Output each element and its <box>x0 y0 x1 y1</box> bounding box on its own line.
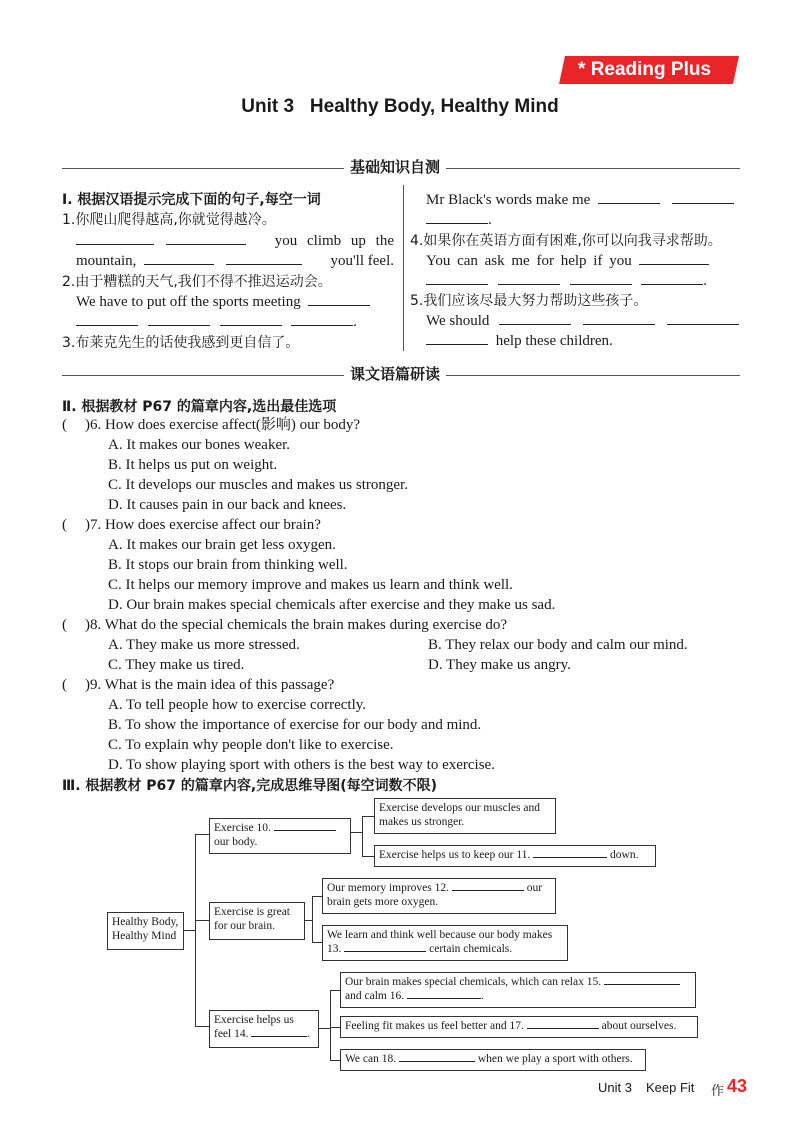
blank[interactable] <box>426 271 488 285</box>
b1-leaf1-a: Exercise develops our muscles and <box>379 802 540 814</box>
q7-option-a: A. It makes our brain get less oxygen. <box>108 537 336 553</box>
mindmap-connector <box>312 942 322 943</box>
q4-text: You can ask me for help if you <box>426 253 632 269</box>
q4-line2: . <box>426 271 707 291</box>
b3-leaf3-a: We can 18. <box>345 1053 397 1065</box>
mindmap-connector <box>330 1027 340 1028</box>
q1-chinese: 1.你爬山爬得越高,你就觉得越冷。 <box>62 212 276 228</box>
mindmap-connector <box>330 1060 340 1061</box>
b2-leaf2-b: 13. <box>327 943 342 955</box>
blank[interactable] <box>667 311 739 325</box>
b3-leaf2-b: about ourselves. <box>601 1020 677 1032</box>
question-6-text: )6. How does exercise affect(影响) our body? <box>85 417 361 433</box>
q8-option-c: C. They make us tired. <box>108 657 245 673</box>
q5-chinese: 5.我们应该尽最大努力帮助这些孩子。 <box>410 293 648 309</box>
mindmap-branch-feel: Exercise helps us feel 14. . <box>209 1010 319 1048</box>
b2-leaf1-a: Our memory improves 12. <box>327 882 450 894</box>
q5-line2 <box>426 331 613 351</box>
b3-text-b: feel 14. <box>214 1028 249 1040</box>
q2-chinese: 2.由于糟糕的天气,我们不得不推迟运动会。 <box>62 274 332 290</box>
mindmap-connector <box>195 920 209 921</box>
mindmap-connector <box>304 920 312 921</box>
question-9-text: )9. What is the main idea of this passage? <box>85 677 335 693</box>
b1-leaf2-a: Exercise helps us to keep our 11. <box>379 849 531 861</box>
blank-15[interactable] <box>604 975 680 985</box>
q9-option-c: C. To explain why people don't like to exercise. <box>108 737 394 753</box>
root-line-a: Healthy Body, <box>112 916 179 928</box>
blank[interactable] <box>598 190 660 204</box>
blank[interactable] <box>148 312 210 326</box>
q5-text-a: We should <box>426 313 490 329</box>
footer-zuo: 作 <box>711 1083 725 1098</box>
mindmap-connector <box>350 832 362 833</box>
mindmap-branch-body <box>209 818 351 854</box>
q9-option-b: B. To show the importance of exercise for our body and mind. <box>108 717 482 733</box>
section-heading-basic: 基础知识自测 <box>344 157 446 177</box>
mindmap-connector <box>183 930 195 931</box>
q3-chinese: 3.布莱克先生的话使我感到更自信了。 <box>62 335 300 351</box>
blank[interactable] <box>641 271 703 285</box>
q8-option-d: D. They make us angry. <box>428 657 571 673</box>
blank-18[interactable] <box>399 1052 475 1062</box>
q3-text: Mr Black's words make me <box>426 192 591 208</box>
b1-leaf1-b: makes us stronger. <box>379 816 465 828</box>
q2-line1 <box>76 292 370 312</box>
blank[interactable] <box>498 271 560 285</box>
b3-text-a: Exercise helps us <box>214 1014 294 1026</box>
page-title: Unit 3 Healthy Body, Healthy Mind <box>241 96 559 117</box>
q1-text-a: you climb up the <box>274 233 394 249</box>
blank[interactable] <box>570 271 632 285</box>
banner-star: * <box>578 59 586 80</box>
q5-text-b: help these children. <box>495 333 613 349</box>
mindmap-connector <box>318 1028 330 1029</box>
blank-14[interactable] <box>251 1027 307 1037</box>
part1-title: Ⅰ. 根据汉语提示完成下面的句子,每空一词 <box>62 192 321 208</box>
q6-option-c: C. It develops our muscles and makes us stronger. <box>108 477 408 493</box>
mindmap-connector <box>362 856 374 857</box>
mindmap-branch-brain <box>209 902 305 940</box>
question-8-text: )8. What do the special chemicals the brain makes during exercise do? <box>85 617 508 633</box>
answer-paren[interactable]: ( <box>62 617 67 633</box>
blank[interactable] <box>639 251 709 265</box>
mindmap-connector <box>330 990 331 1060</box>
banner-label: Reading Plus <box>590 59 712 80</box>
mindmap-connector <box>195 834 209 835</box>
question-7-text: )7. How does exercise affect our brain? <box>85 517 321 533</box>
mindmap-connector <box>312 896 313 942</box>
blank-12[interactable] <box>452 881 524 891</box>
mindmap-connector <box>195 1026 209 1027</box>
q1-text-c: you'll feel. <box>330 253 394 269</box>
q3-line2: . <box>426 210 492 230</box>
column-divider <box>403 185 404 351</box>
footer-topic: Keep Fit <box>646 1080 695 1095</box>
q1-line1 <box>76 231 394 251</box>
b3-leaf1-b: and calm 16. <box>345 990 405 1002</box>
blank[interactable] <box>166 231 246 245</box>
q4-chinese: 4.如果你在英语方面有困难,你可以向我寻求帮助。 <box>410 233 722 249</box>
q8-option-a: A. They make us more stressed. <box>108 637 300 653</box>
question-9 <box>62 675 334 695</box>
blank[interactable] <box>76 312 138 326</box>
answer-paren[interactable]: ( <box>62 417 67 433</box>
q6-option-b: B. It helps us put on weight. <box>108 457 278 473</box>
b3-leaf3-b: when we play a sport with others. <box>477 1053 633 1065</box>
answer-paren[interactable]: ( <box>62 677 67 693</box>
mindmap-leaf-muscles <box>374 798 556 834</box>
q9-option-d: D. To show playing sport with others is the best way to exercise. <box>108 757 495 773</box>
blank-17[interactable] <box>527 1019 599 1029</box>
mindmap-connector <box>195 834 196 1026</box>
q9-option-a: A. To tell people how to exercise correctly. <box>108 697 367 713</box>
q8-option-b: B. They relax our body and calm our mind. <box>428 637 688 653</box>
q1-text-b: mountain, <box>76 253 137 269</box>
blank[interactable] <box>291 312 353 326</box>
answer-paren[interactable]: ( <box>62 517 67 533</box>
q4-line1 <box>426 251 709 271</box>
q5-line1 <box>426 311 739 331</box>
q7-option-d: D. Our brain makes special chemicals after exercise and they make us sad. <box>108 597 556 613</box>
q3-line1 <box>426 190 734 210</box>
mindmap-connector <box>362 816 374 817</box>
question-6 <box>62 415 360 435</box>
blank[interactable] <box>220 312 282 326</box>
reading-plus-label <box>578 58 711 82</box>
question-8 <box>62 615 507 635</box>
blank-16[interactable] <box>407 989 481 999</box>
q6-option-a: A. It makes our bones weaker. <box>108 437 291 453</box>
section-heading-reading: 课文语篇研读 <box>344 364 446 384</box>
q7-option-c: C. It helps our memory improve and makes us learn and think well. <box>108 577 513 593</box>
footer-unit: Unit 3 <box>598 1080 632 1095</box>
b1-text-b: our body. <box>214 836 258 848</box>
b1-leaf2-b: down. <box>610 849 639 861</box>
mindmap-leaf-better <box>340 1016 698 1038</box>
mindmap-connector <box>312 896 322 897</box>
blank[interactable] <box>672 190 734 204</box>
blank[interactable] <box>583 311 655 325</box>
q1-line2 <box>76 251 394 271</box>
b2-leaf2-c: certain chemicals. <box>429 943 513 955</box>
blank[interactable] <box>499 311 571 325</box>
blank[interactable] <box>308 292 370 306</box>
b2-leaf1-b: our <box>526 882 543 894</box>
q6-option-d: D. It causes pain in our back and knees. <box>108 497 347 513</box>
mindmap-leaf-chemicals <box>322 925 568 961</box>
mindmap-root <box>107 912 184 950</box>
mindmap-leaf-sport <box>340 1049 646 1071</box>
page-number: 43 <box>727 1076 748 1096</box>
b2-leaf1-c: brain gets more oxygen. <box>327 896 439 908</box>
mindmap-connector <box>362 816 363 856</box>
part2-title: Ⅱ. 根据教材 P67 的篇章内容,选出最佳选项 <box>62 399 337 415</box>
b3-leaf2-a: Feeling fit makes us feel better and 17. <box>345 1020 524 1032</box>
question-7 <box>62 515 321 535</box>
part3-title: Ⅲ. 根据教材 P67 的篇章内容,完成思维导图(每空词数不限) <box>62 778 438 794</box>
mindmap-leaf-memory <box>322 878 556 914</box>
blank[interactable] <box>76 231 154 245</box>
q7-option-b: B. It stops our brain from thinking well. <box>108 557 348 573</box>
b2-text-a: Exercise is great <box>214 906 290 918</box>
blank-13[interactable] <box>344 942 426 952</box>
blank[interactable] <box>426 331 488 345</box>
q2-line2: . <box>76 312 357 332</box>
b2-text-b: for our brain. <box>214 920 275 932</box>
blank-10[interactable] <box>274 821 336 831</box>
mindmap-connector <box>330 990 340 991</box>
b1-text-a: Exercise 10. <box>214 822 271 834</box>
b2-leaf2-a: We learn and think well because our body makes <box>327 929 553 941</box>
blank[interactable] <box>226 251 302 265</box>
q2-text: We have to put off the sports meeting <box>76 294 301 310</box>
b3-leaf1-a: Our brain makes special chemicals, which can relax 15. <box>345 976 602 988</box>
blank-11[interactable] <box>533 848 607 858</box>
blank[interactable] <box>144 251 214 265</box>
root-line-b: Healthy Mind <box>112 930 177 942</box>
mindmap-leaf-relax: Our brain makes special chemicals, which can relax 15. and calm 16. . <box>340 972 696 1008</box>
blank[interactable] <box>426 210 488 224</box>
mindmap-leaf-weight <box>374 845 656 867</box>
